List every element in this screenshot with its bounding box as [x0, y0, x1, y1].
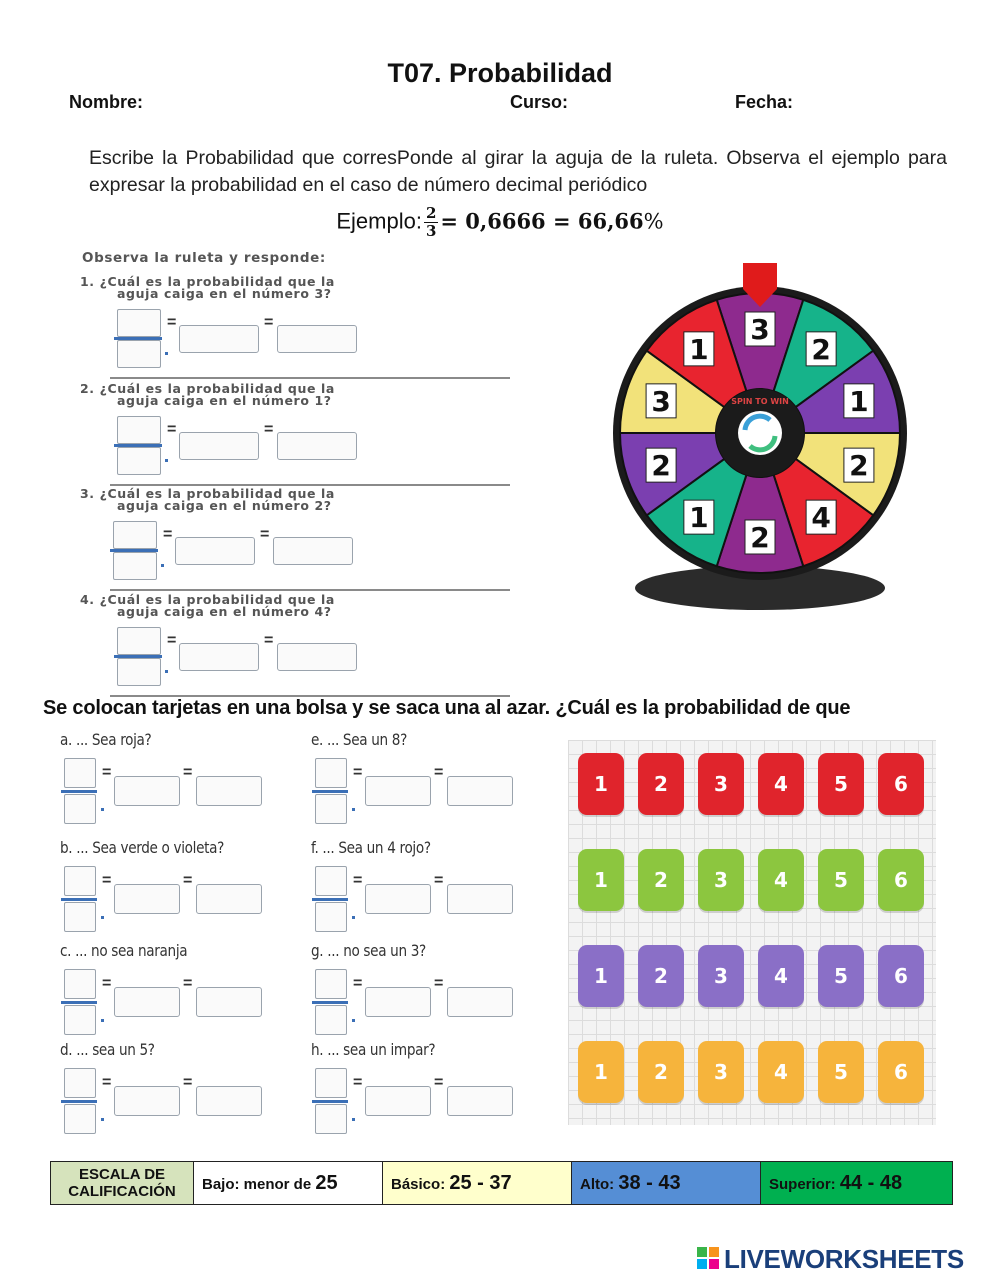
wheel-number: 2 — [651, 449, 671, 483]
scale-header-line2: CALIFICACIÓN — [68, 1183, 176, 1200]
instructions: Escribe la Probabilidad que corresPonde al girar la aguja de la ruleta. Observa el ejemplo para expresar la probabilidad en el caso de número decimal periódico — [89, 147, 947, 196]
numerator-input[interactable] — [64, 1068, 96, 1098]
card-question-label: f. ... Sea un 4 rojo? — [311, 838, 431, 857]
scale-bajo — [194, 1162, 383, 1205]
fraction-dot — [352, 808, 355, 811]
decimal-input[interactable] — [114, 776, 180, 806]
wheel-number: 1 — [849, 384, 869, 418]
card-question-label: e. ... Sea un 8? — [311, 730, 407, 749]
wheel-number: 1 — [689, 501, 709, 535]
number-card: 4 — [758, 1041, 804, 1103]
equals-sign: = — [264, 421, 274, 438]
decimal-input[interactable] — [114, 1086, 180, 1116]
wheel-number: 2 — [849, 449, 869, 483]
numerator-input[interactable] — [64, 866, 96, 896]
equals-sign: = — [167, 421, 177, 438]
number-card: 3 — [698, 849, 744, 911]
fraction-dot — [101, 916, 104, 919]
example-fraction — [424, 205, 438, 240]
scale-alto — [572, 1162, 761, 1205]
denominator-input[interactable] — [117, 340, 161, 368]
cards-heading: Se colocan tarjetas en una bolsa y se saca una al azar. ¿Cuál es la probabilidad de que — [43, 697, 851, 719]
decimal-input[interactable] — [365, 1086, 431, 1116]
question-line1: 2. ¿Cuál es la probabilidad que la — [80, 381, 335, 396]
number-card: 2 — [638, 945, 684, 1007]
fraction-dot — [352, 916, 355, 919]
question-line2: aguja caiga en el número 1? — [117, 393, 332, 408]
decimal-input[interactable] — [365, 884, 431, 914]
percent-input[interactable] — [277, 432, 357, 460]
percent-input[interactable] — [196, 884, 262, 914]
example-label: Ejemplo: — [336, 208, 422, 234]
denominator-input[interactable] — [315, 1104, 347, 1134]
numerator-input[interactable] — [315, 866, 347, 896]
percent-input[interactable] — [273, 537, 353, 565]
wheel-number: 3 — [651, 384, 671, 418]
equals-sign: = — [264, 632, 274, 649]
card-question-label: h. ... sea un impar? — [311, 1040, 436, 1059]
percent-input[interactable] — [277, 325, 357, 353]
example-expression: = 0,6666 = 66,66 — [440, 208, 644, 234]
denominator-input[interactable] — [64, 902, 96, 932]
equals-sign: = — [183, 872, 193, 889]
percent-input[interactable] — [196, 776, 262, 806]
equals-sign: = — [353, 1074, 363, 1091]
denominator-input[interactable] — [315, 902, 347, 932]
percent-input[interactable] — [447, 987, 513, 1017]
equals-sign: = — [353, 975, 363, 992]
numerator-input[interactable] — [315, 1068, 347, 1098]
decimal-input[interactable] — [365, 987, 431, 1017]
number-card: 5 — [818, 1041, 864, 1103]
number-card: 5 — [818, 849, 864, 911]
equals-sign: = — [167, 314, 177, 331]
numerator-input[interactable] — [117, 416, 161, 444]
question-line2: aguja caiga en el número 3? — [117, 286, 332, 301]
question-line1: 3. ¿Cuál es la probabilidad que la — [80, 486, 335, 501]
percent-input[interactable] — [196, 1086, 262, 1116]
equals-sign: = — [183, 975, 193, 992]
scale-superior — [761, 1162, 953, 1205]
roulette-heading: Observa la ruleta y responde: — [82, 250, 326, 266]
fraction-dot — [352, 1019, 355, 1022]
fraction-bar — [61, 1001, 97, 1004]
example-denominator: 3 — [425, 222, 437, 240]
card-question-label: d. ... sea un 5? — [60, 1040, 155, 1059]
decimal-input[interactable] — [179, 643, 259, 671]
equals-sign: = — [434, 1074, 444, 1091]
equals-sign: = — [167, 632, 177, 649]
liveworksheets-logo: LIVEWORKSHEETS — [724, 1244, 964, 1274]
number-card: 1 — [578, 849, 624, 911]
wheel-number: 1 — [689, 332, 709, 366]
scale-alto-value: 38 - 43 — [618, 1171, 681, 1194]
nombre-label: Nombre: — [69, 92, 144, 112]
page-title: T07. Probabilidad — [387, 58, 613, 88]
numerator-input[interactable] — [113, 521, 157, 549]
number-card: 6 — [878, 945, 924, 1007]
fraction-dot — [165, 352, 168, 355]
denominator-input[interactable] — [315, 794, 347, 824]
number-card: 6 — [878, 849, 924, 911]
number-card: 4 — [758, 849, 804, 911]
numerator-input[interactable] — [117, 309, 161, 337]
number-card: 5 — [818, 945, 864, 1007]
decimal-input[interactable] — [114, 884, 180, 914]
numerator-input[interactable] — [315, 758, 347, 788]
equals-sign: = — [102, 764, 112, 781]
question-divider — [110, 589, 510, 591]
number-card: 3 — [698, 945, 744, 1007]
question-line1: 1. ¿Cuál es la probabilidad que la — [80, 274, 335, 289]
curso-label: Curso: — [510, 92, 568, 112]
card-question-label: c. ... no sea naranja — [60, 941, 188, 960]
denominator-input[interactable] — [117, 658, 161, 686]
equals-sign: = — [183, 1074, 193, 1091]
scale-basico-label: Básico: — [391, 1175, 446, 1193]
equals-sign: = — [353, 764, 363, 781]
equals-sign: = — [163, 526, 173, 543]
scale-bajo-value: 25 — [315, 1171, 338, 1194]
percent-input[interactable] — [447, 884, 513, 914]
number-card: 1 — [578, 1041, 624, 1103]
equals-sign: = — [183, 764, 193, 781]
hub-text: SPIN TO WIN — [731, 397, 789, 406]
liveworksheets-logo-icon — [697, 1247, 719, 1269]
decimal-input[interactable] — [179, 325, 259, 353]
numerator-input[interactable] — [64, 758, 96, 788]
denominator-input[interactable] — [315, 1005, 347, 1035]
example-numerator: 2 — [425, 204, 437, 222]
number-card: 6 — [878, 1041, 924, 1103]
equals-sign: = — [264, 314, 274, 331]
fraction-dot — [161, 564, 164, 567]
card-grid — [568, 740, 936, 1125]
wheel-number: 2 — [750, 521, 770, 554]
fraction-dot — [101, 1019, 104, 1022]
fraction-bar — [61, 898, 97, 901]
decimal-input[interactable] — [175, 537, 255, 565]
fraction-bar — [312, 1001, 348, 1004]
number-card: 3 — [698, 1041, 744, 1103]
number-card: 4 — [758, 753, 804, 815]
fraction-dot — [165, 670, 168, 673]
fraction-dot — [101, 808, 104, 811]
denominator-input[interactable] — [64, 1005, 96, 1035]
question-line1: 4. ¿Cuál es la probabilidad que la — [80, 592, 335, 607]
percent-input[interactable] — [447, 1086, 513, 1116]
fraction-bar — [312, 898, 348, 901]
wheel-number: 2 — [811, 332, 831, 366]
fecha-label: Fecha: — [735, 92, 794, 112]
number-card: 2 — [638, 849, 684, 911]
question-line2: aguja caiga en el número 2? — [117, 498, 332, 513]
decimal-input[interactable] — [365, 776, 431, 806]
percent-input[interactable] — [277, 643, 357, 671]
equals-sign: = — [434, 764, 444, 781]
number-card: 2 — [638, 753, 684, 815]
number-card: 3 — [698, 753, 744, 815]
question-divider — [110, 377, 510, 379]
decimal-input[interactable] — [179, 432, 259, 460]
card-question-label: b. ... Sea verde o violeta? — [60, 838, 224, 857]
scale-superior-value: 44 - 48 — [839, 1171, 903, 1194]
wheel-number: 4 — [811, 501, 831, 535]
fraction-bar — [61, 790, 97, 793]
number-card: 4 — [758, 945, 804, 1007]
equals-sign: = — [434, 975, 444, 992]
fraction-dot — [165, 459, 168, 462]
scale-alto-label: Alto: — [580, 1175, 615, 1193]
denominator-input[interactable] — [64, 1104, 96, 1134]
fraction-dot — [352, 1118, 355, 1121]
question-line2: aguja caiga en el número 4? — [117, 604, 332, 619]
number-card: 2 — [638, 1041, 684, 1103]
grading-scale — [50, 1161, 953, 1205]
number-card: 6 — [878, 753, 924, 815]
fraction-bar — [312, 1100, 348, 1103]
decimal-input[interactable] — [114, 987, 180, 1017]
equals-sign: = — [102, 1074, 112, 1091]
wheel-number: 3 — [750, 313, 770, 346]
numerator-input[interactable] — [315, 969, 347, 999]
number-card: 1 — [578, 753, 624, 815]
equals-sign: = — [260, 526, 270, 543]
equals-sign: = — [434, 872, 444, 889]
denominator-input[interactable] — [117, 447, 161, 475]
scale-basico-value: 25 - 37 — [449, 1171, 512, 1194]
equals-sign: = — [102, 872, 112, 889]
percent-input[interactable] — [196, 987, 262, 1017]
equals-sign: = — [353, 872, 363, 889]
numerator-input[interactable] — [117, 627, 161, 655]
example-percent: % — [643, 209, 664, 234]
example — [0, 205, 1000, 240]
fraction-bar — [61, 1100, 97, 1103]
fraction-dot — [101, 1118, 104, 1121]
numerator-input[interactable] — [64, 969, 96, 999]
scale-header — [51, 1162, 194, 1205]
number-card: 5 — [818, 753, 864, 815]
fraction-bar — [312, 790, 348, 793]
number-card: 1 — [578, 945, 624, 1007]
scale-header-line1: ESCALA DE — [78, 1166, 166, 1183]
roulette-wheel — [605, 258, 915, 618]
card-question-label: a. ... Sea roja? — [60, 730, 152, 749]
scale-bajo-label: Bajo: menor de — [202, 1175, 312, 1193]
denominator-input[interactable] — [64, 794, 96, 824]
card-question-label: g. ... no sea un 3? — [311, 941, 426, 960]
scale-superior-label: Superior: — [769, 1175, 836, 1193]
denominator-input[interactable] — [113, 552, 157, 580]
percent-input[interactable] — [447, 776, 513, 806]
scale-basico — [383, 1162, 572, 1205]
equals-sign: = — [102, 975, 112, 992]
